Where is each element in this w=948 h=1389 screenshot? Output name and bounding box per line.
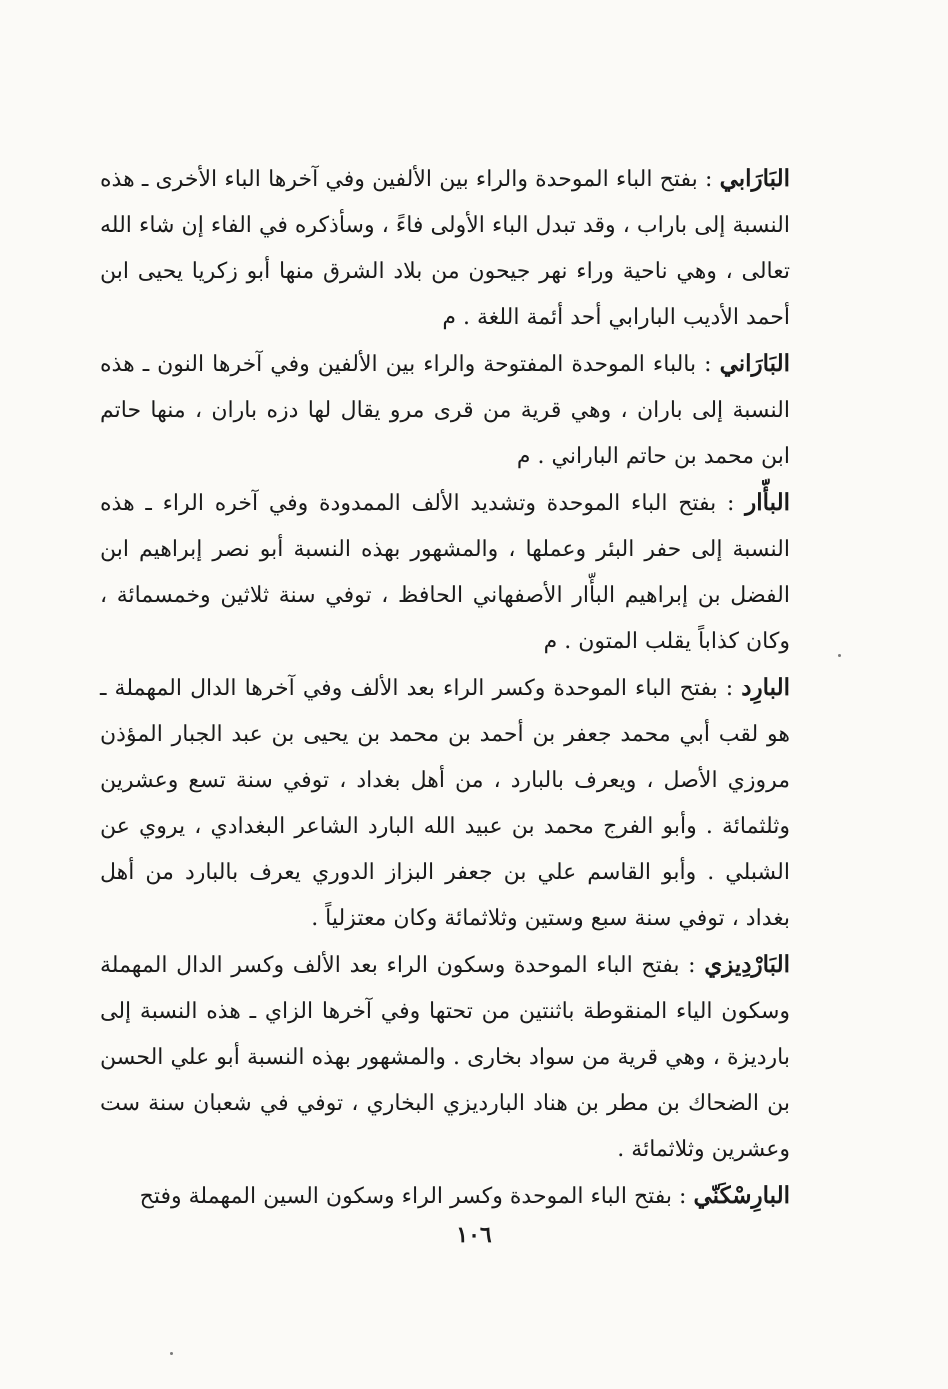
entry-body: : بفتح الباء الموحدة وكسر الراء وسكون السين المهملة وفتح (139, 1184, 694, 1209)
entry-albaraskani (100, 1173, 790, 1220)
entry-albaar (100, 480, 790, 665)
entry-headword: البارِسْكَنّي (693, 1182, 790, 1209)
entry-albarabi (100, 156, 790, 341)
entry-headword: البَارْدِيزي (704, 951, 790, 978)
main-text (100, 156, 790, 1220)
entry-headword: البَارَاني (719, 350, 790, 377)
scan-speck (838, 654, 841, 657)
entry-albarani (100, 341, 790, 480)
entry-headword: البَارَابي (719, 165, 790, 192)
entry-body: : بفتح الباء الموحدة والراء بين الألفين وفي آخرها الباء الأخرى ـ هذه النسبة إلى باراب ، وقد تبدل الباء الأولى فاءً ، وسأذكره في الفاء إن شاء الله تعالى ، وهي ناحية وراء نهر جيحون من بلاد الشرق منها أبو زكريا يحيى ابن أحمد الأديب البارابي أحد أئمة اللغة . م (100, 167, 790, 330)
entry-body: : بفتح الباء الموحدة وسكون الراء بعد الألف وكسر الدال المهملة وسكون الياء المنقوطة باثنتين من تحتها وفي آخرها الزاي ـ هذه النسبة إلى بارديزة ، وهي قرية من سواد بخارى . والمشهور بهذه النسبة أبو علي الحسن بن الضحاك بن مطر بن هناد البارديزي البخاري ، توفي في شعبان سنة ست وعشرين وثلاثمائة . (100, 953, 790, 1162)
entry-body: : بفتح الباء الموحدة وكسر الراء بعد الألف وفي آخرها الدال المهملة ـ هو لقب أبي محمد جعفر بن أحمد بن محمد بن يحيى بن عبد الجبار المؤذن مروزي الأصل ، ويعرف بالبارد ، من أهل بغداد ، توفي سنة تسع وعشرين وثلثمائة . وأبو الفرج محمد بن عبيد الله البارد الشاعر البغدادي ، يروي عن الشبلي . وأبو القاسم علي بن جعفر البزاز الدوري يعرف بالبارد من أهل بغداد ، توفي سنة سبع وستين وثلاثمائة وكان معتزلياً . (100, 676, 790, 931)
entry-headword: البأّار (745, 489, 790, 516)
scan-speck (170, 1352, 173, 1355)
entry-body: : بفتح الباء الموحدة وتشديد الألف الممدودة وفي آخره الراء ـ هذه النسبة إلى حفر البئر وعملها ، والمشهور بهذه النسبة أبو نصر إبراهيم ابن الفضل بن إبراهيم البأّار الأصفهاني الحافظ ، توفي سنة ثلاثين وخمسمائة ، وكان كذاباً يقلب المتون . م (100, 491, 790, 654)
entry-albarid (100, 665, 790, 942)
entry-headword: البارِد (741, 674, 790, 701)
entry-albardizi (100, 942, 790, 1173)
page-number: ١٠٦ (456, 1222, 492, 1248)
entry-body: : بالباء الموحدة المفتوحة والراء بين الألفين وفي آخرها النون ـ هذه النسبة إلى باران ، وهي قرية من قرى مرو يقال لها دزه باران ، منها حاتم ابن محمد بن حاتم الباراني . م (100, 352, 790, 469)
